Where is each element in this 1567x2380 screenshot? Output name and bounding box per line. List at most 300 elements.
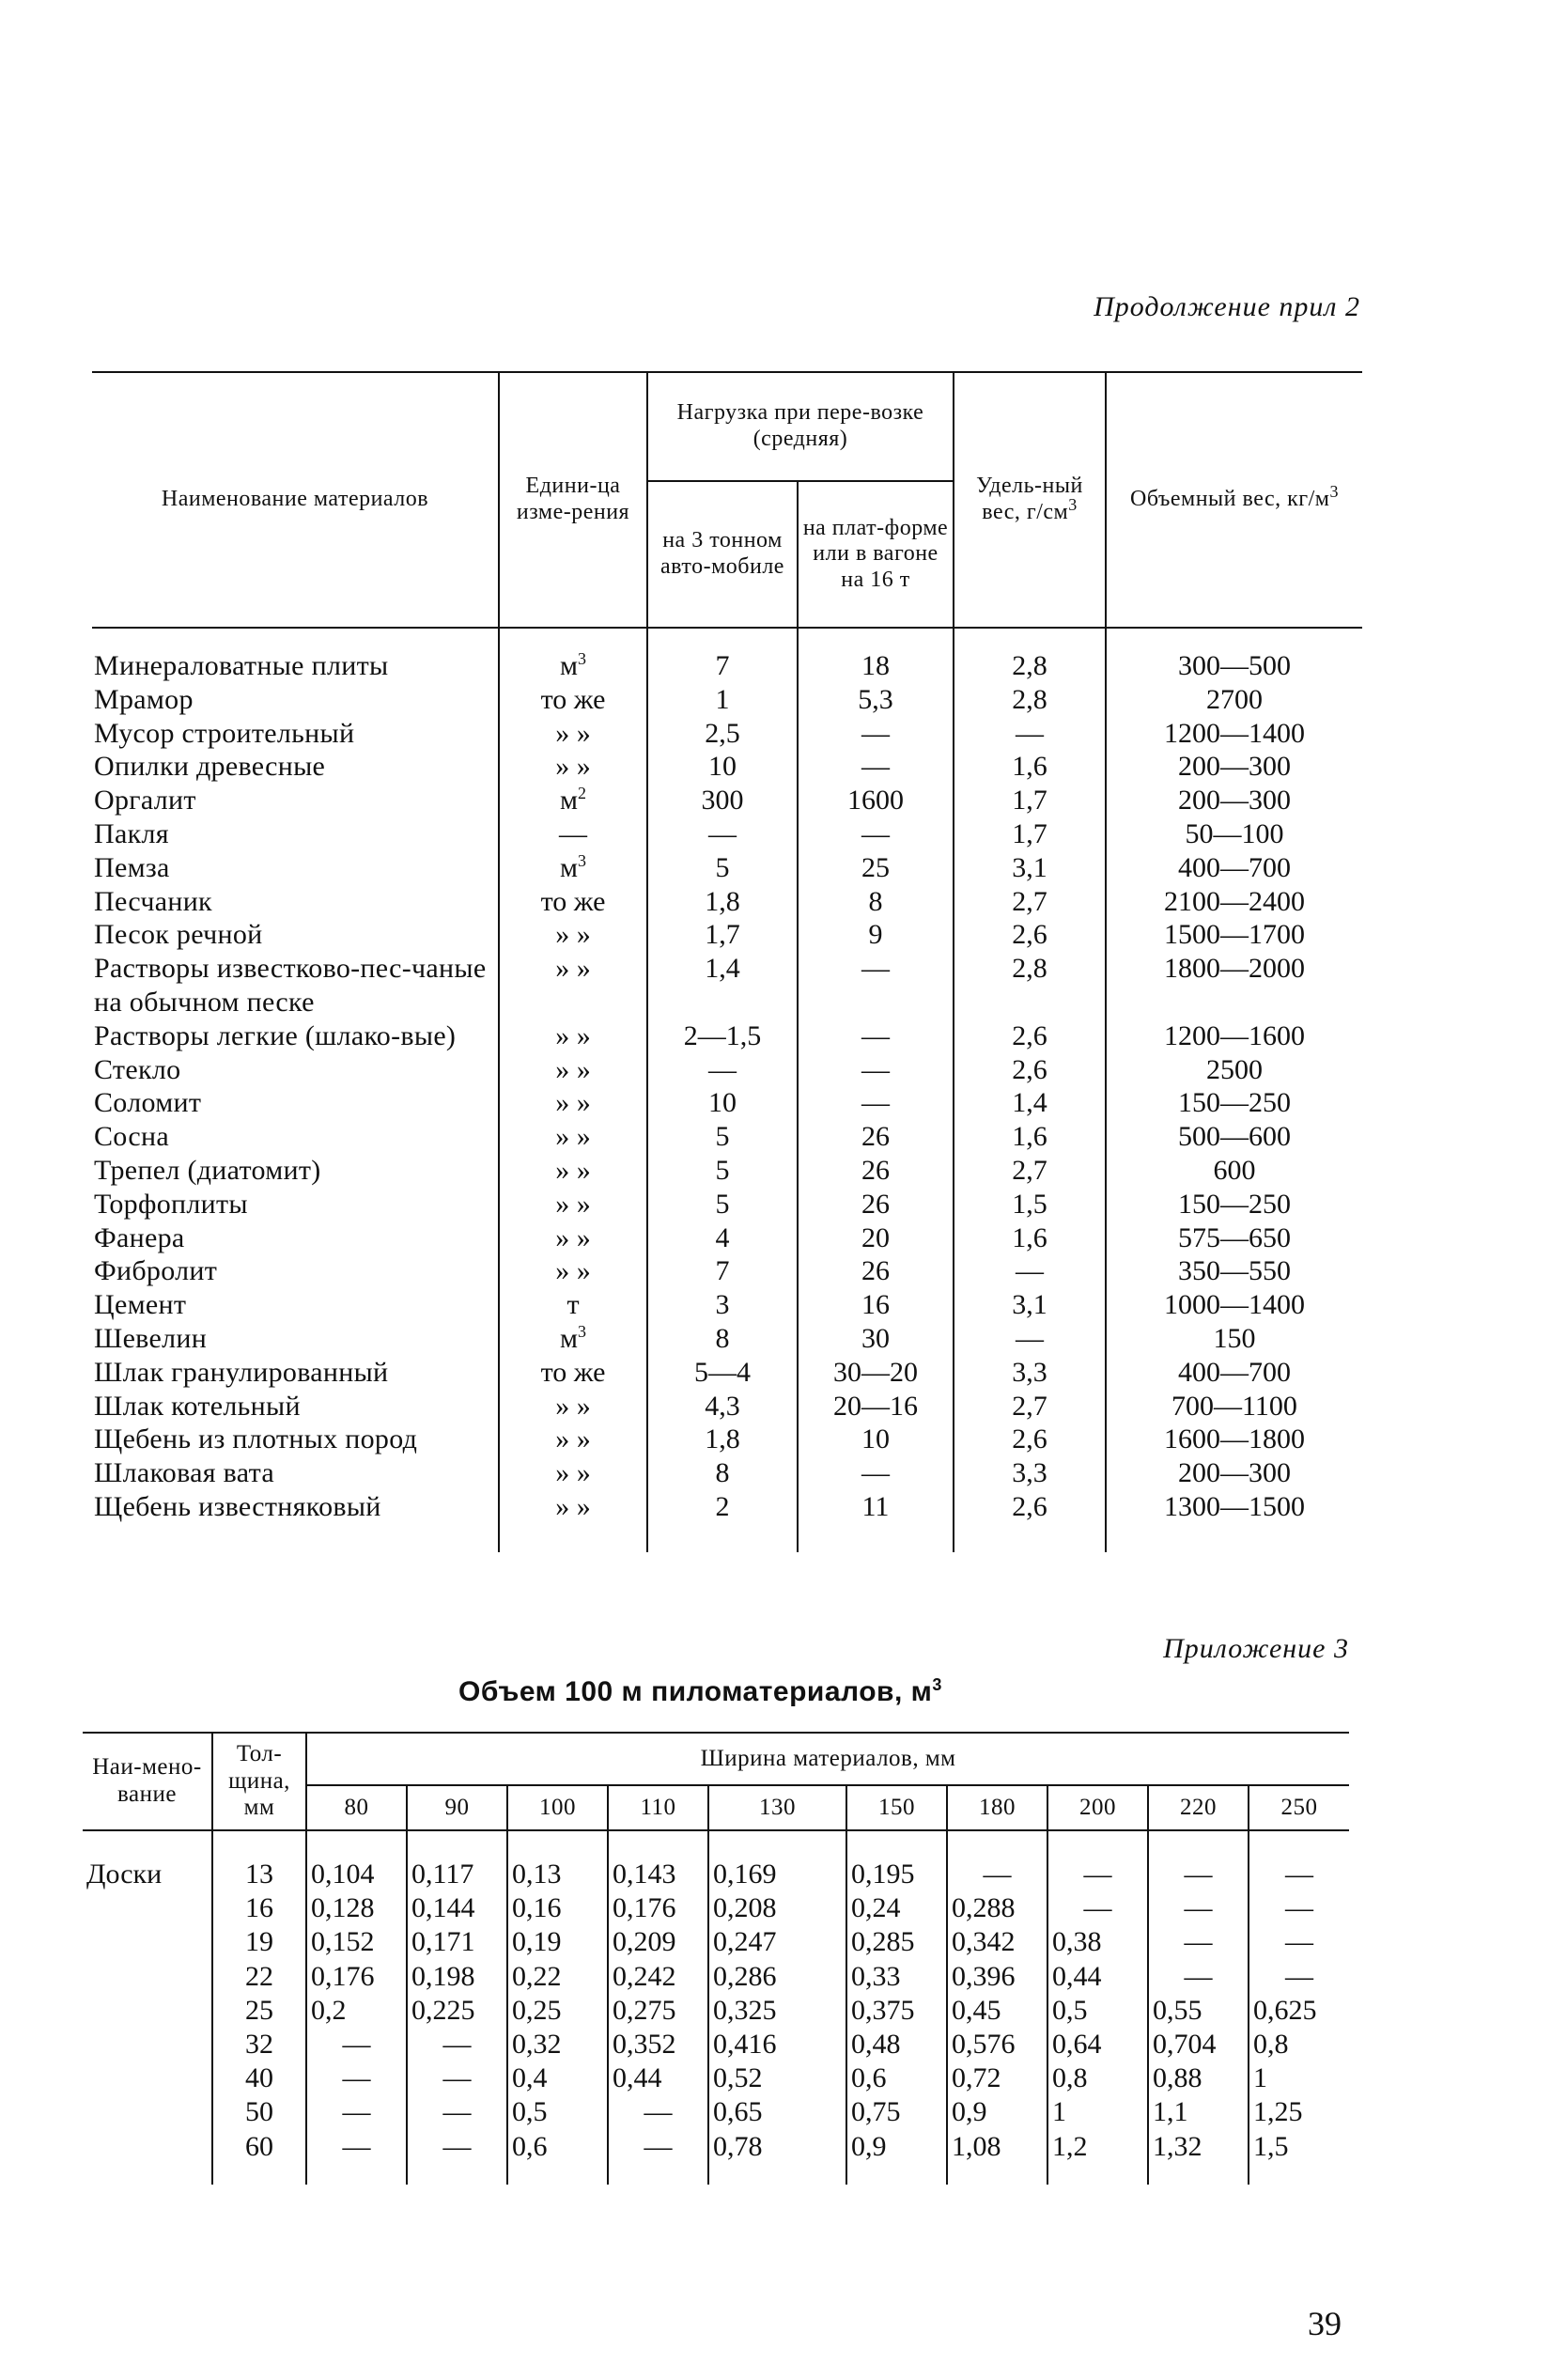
lumber-thickness: 19 <box>212 1925 306 1959</box>
lumber-volume-cell: 0,44 <box>1047 1960 1148 1994</box>
lumber-volume-cell: 0,55 <box>1148 1994 1249 2028</box>
lumber-volume-cell: — <box>306 2061 407 2095</box>
material-unit: » » <box>499 1188 647 1221</box>
lumber-volume-cell: 0,208 <box>708 1891 846 1925</box>
material-specific-weight: 2,6 <box>954 1053 1106 1087</box>
lumber-volume-cell: — <box>407 2095 507 2129</box>
header-load-platform: на плат-форме или в вагоне на 16 т <box>798 481 954 628</box>
material-unit: » » <box>499 1423 647 1456</box>
material-load-truck: 3 <box>647 1288 798 1322</box>
material-name: Песчаник <box>94 885 212 917</box>
lumber-volume-cell: 1,2 <box>1047 2130 1148 2185</box>
material-unit: » » <box>499 1154 647 1188</box>
lumber-volume-cell: 0,6 <box>507 2130 608 2185</box>
lumber-volume-cell: 0,275 <box>608 1994 708 2028</box>
lumber-volume-cell: 0,169 <box>708 1830 846 1891</box>
lumber-volume-cell: 0,117 <box>407 1830 507 1891</box>
material-volume-weight: 200—300 <box>1106 784 1362 817</box>
material-load-platform: 5,3 <box>798 683 954 717</box>
material-load-platform: 20 <box>798 1221 954 1255</box>
material-load-platform: 1600 <box>798 784 954 817</box>
material-unit: $м^3$ <box>499 851 647 885</box>
lumber-thickness: 50 <box>212 2095 306 2129</box>
header-unit: Едини-ца изме-рения <box>499 372 647 628</box>
material-load-platform: 26 <box>798 1154 954 1188</box>
material-load-platform: 26 <box>798 1254 954 1288</box>
material-load-truck: 5—4 <box>647 1356 798 1390</box>
lumber-volume-cell: — <box>947 1830 1047 1891</box>
material-row <box>92 1188 1362 1221</box>
material-load-truck: 1,8 <box>647 885 798 919</box>
header-name: Наименование материалов <box>92 372 499 628</box>
lumber-volume-cell: 0,2 <box>306 1994 407 2028</box>
material-unit: $м^2$ <box>499 784 647 817</box>
material-volume-weight: 1600—1800 <box>1106 1423 1362 1456</box>
material-load-truck: 2,5 <box>647 717 798 751</box>
material-row <box>92 1086 1362 1120</box>
header-material: Наи-мено-вание <box>83 1733 212 1830</box>
lumber-volume-title <box>458 1675 942 1708</box>
material-row <box>92 885 1362 919</box>
material-row <box>92 628 1362 683</box>
lumber-volume-cell: 0,325 <box>708 1994 846 2028</box>
material-specific-weight: 3,1 <box>954 851 1106 885</box>
material-unit: то же <box>499 1356 647 1390</box>
material-name: Стекло <box>94 1053 181 1085</box>
material-name: Сосна <box>94 1121 169 1153</box>
material-row <box>92 784 1362 817</box>
material-unit: » » <box>499 1053 647 1087</box>
material-row <box>92 1053 1362 1087</box>
lumber-volume-cell: 0,32 <box>507 2028 608 2061</box>
lumber-volume-cell: 0,342 <box>947 1925 1047 1959</box>
lumber-volume-cell: — <box>1148 1925 1249 1959</box>
lumber-row <box>83 1830 1349 1891</box>
material-row <box>92 1356 1362 1390</box>
material-load-platform: 11 <box>798 1490 954 1552</box>
lumber-volume-table <box>83 1732 1349 2185</box>
material-row <box>92 750 1362 784</box>
material-name: Трепел (диатомит) <box>94 1154 321 1186</box>
material-name: Опилки древесные <box>94 751 326 783</box>
lumber-volume-cell: 1,25 <box>1249 2095 1349 2129</box>
material-load-truck: 5 <box>647 1188 798 1221</box>
lumber-volume-cell: — <box>608 2130 708 2185</box>
lumber-volume-cell: 0,52 <box>708 2061 846 2095</box>
material-name: Щебень из плотных пород <box>94 1423 418 1455</box>
header-width-220: 220 <box>1148 1785 1249 1830</box>
lumber-volume-cell: — <box>407 2130 507 2185</box>
material-specific-weight: 2,6 <box>954 1423 1106 1456</box>
lumber-thickness: 25 <box>212 1994 306 2028</box>
header-load-truck: на 3 тонном авто-мобиле <box>647 481 798 628</box>
material-name: Цемент <box>94 1289 187 1321</box>
header-width-110: 110 <box>608 1785 708 1830</box>
material-unit: » » <box>499 1019 647 1053</box>
material-load-platform: 20—16 <box>798 1390 954 1423</box>
material-load-truck: 300 <box>647 784 798 817</box>
lumber-volume-cell: 0,128 <box>306 1891 407 1925</box>
material-volume-weight: 200—300 <box>1106 750 1362 784</box>
lumber-volume-cell: 0,9 <box>947 2095 1047 2129</box>
material-load-truck: 10 <box>647 750 798 784</box>
material-row <box>92 1423 1362 1456</box>
material-specific-weight: 3,3 <box>954 1456 1106 1490</box>
material-load-platform: — <box>798 750 954 784</box>
lumber-material <box>83 1891 212 1925</box>
lumber-volume-title-sup: 3 <box>932 1675 942 1694</box>
material-load-platform: — <box>798 1456 954 1490</box>
lumber-volume-cell: 0,247 <box>708 1925 846 1959</box>
material-row <box>92 1456 1362 1490</box>
material-name: Оргалит <box>94 785 196 817</box>
material-row <box>92 683 1362 717</box>
lumber-volume-cell: 1,1 <box>1148 2095 1249 2129</box>
material-volume-weight: 1800—2000 <box>1106 952 1362 1019</box>
material-specific-weight: 2,8 <box>954 628 1106 683</box>
lumber-volume-cell: 0,104 <box>306 1830 407 1891</box>
lumber-volume-cell: 0,171 <box>407 1925 507 1959</box>
lumber-volume-cell: 1,5 <box>1249 2130 1349 2185</box>
material-row <box>92 952 1362 1019</box>
lumber-volume-cell: 0,143 <box>608 1830 708 1891</box>
material-load-truck: 4,3 <box>647 1390 798 1423</box>
lumber-volume-cell: — <box>306 2095 407 2129</box>
material-unit: — <box>499 817 647 851</box>
lumber-volume-cell: 0,5 <box>1047 1994 1148 2028</box>
material-load-truck: 8 <box>647 1322 798 1356</box>
lumber-volume-cell: 0,375 <box>846 1994 947 2028</box>
material-volume-weight: 1000—1400 <box>1106 1288 1362 1322</box>
material-unit: » » <box>499 717 647 751</box>
lumber-volume-cell: 0,19 <box>507 1925 608 1959</box>
lumber-volume-cell: — <box>1148 1960 1249 1994</box>
material-specific-weight: 1,6 <box>954 1221 1106 1255</box>
material-volume-weight: 500—600 <box>1106 1120 1362 1154</box>
lumber-material <box>83 1925 212 1959</box>
material-row <box>92 1120 1362 1154</box>
material-name: Растворы легкие (шлако-вые) <box>94 1019 457 1051</box>
material-volume-weight: 150—250 <box>1106 1086 1362 1120</box>
lumber-volume-cell: — <box>608 2095 708 2129</box>
material-load-truck: 4 <box>647 1221 798 1255</box>
material-volume-weight: 1300—1500 <box>1106 1490 1362 1552</box>
lumber-volume-title-text: Объем 100 м пиломатериалов, м <box>458 1676 933 1707</box>
material-unit: т <box>499 1288 647 1322</box>
lumber-volume-cell: 0,75 <box>846 2095 947 2129</box>
material-load-platform: — <box>798 717 954 751</box>
material-volume-weight: 50—100 <box>1106 817 1362 851</box>
material-volume-weight: 600 <box>1106 1154 1362 1188</box>
material-unit: » » <box>499 750 647 784</box>
material-unit: » » <box>499 1456 647 1490</box>
material-load-truck: 1,8 <box>647 1423 798 1456</box>
material-load-platform: 30—20 <box>798 1356 954 1390</box>
lumber-volume-cell: 0,176 <box>306 1960 407 1994</box>
material-specific-weight: 2,6 <box>954 1490 1106 1552</box>
material-name: Песок речной <box>94 919 263 951</box>
material-row <box>92 1288 1362 1322</box>
lumber-row <box>83 1960 1349 1994</box>
material-unit: $м^3$ <box>499 1322 647 1356</box>
material-name: Фибролит <box>94 1255 218 1287</box>
lumber-volume-cell: 1 <box>1047 2095 1148 2129</box>
header-width-100: 100 <box>507 1785 608 1830</box>
lumber-volume-cell: 0,396 <box>947 1960 1047 1994</box>
material-volume-weight: 1200—1400 <box>1106 717 1362 751</box>
lumber-volume-cell: 1,08 <box>947 2130 1047 2185</box>
material-load-platform: 10 <box>798 1423 954 1456</box>
material-unit: » » <box>499 1254 647 1288</box>
header-volume-weight: Объемный вес, $кг/м^3$ <box>1106 372 1362 628</box>
material-load-truck: 8 <box>647 1456 798 1490</box>
material-unit: $м^3$ <box>499 628 647 683</box>
lumber-volume-cell: 0,625 <box>1249 1994 1349 2028</box>
material-specific-weight: 2,7 <box>954 1390 1106 1423</box>
material-name: Пемза <box>94 851 170 883</box>
material-specific-weight: 2,8 <box>954 952 1106 1019</box>
lumber-thickness: 60 <box>212 2130 306 2185</box>
material-specific-weight: 3,3 <box>954 1356 1106 1390</box>
lumber-row <box>83 1891 1349 1925</box>
lumber-volume-cell: — <box>1249 1830 1349 1891</box>
lumber-volume-cell: 0,38 <box>1047 1925 1148 1959</box>
header-width-150: 150 <box>846 1785 947 1830</box>
material-unit: » » <box>499 1086 647 1120</box>
material-name: Пакля <box>94 817 169 849</box>
material-specific-weight: 1,6 <box>954 750 1106 784</box>
lumber-volume-cell: 0,65 <box>708 2095 846 2129</box>
material-specific-weight: 1,4 <box>954 1086 1106 1120</box>
lumber-volume-cell: 0,8 <box>1249 2028 1349 2061</box>
material-row <box>92 1322 1362 1356</box>
material-load-truck: — <box>647 817 798 851</box>
material-load-platform: — <box>798 1053 954 1087</box>
material-load-platform: — <box>798 1019 954 1053</box>
lumber-volume-cell: 0,416 <box>708 2028 846 2061</box>
lumber-volume-cell: 0,4 <box>507 2061 608 2095</box>
material-load-platform: 26 <box>798 1188 954 1221</box>
lumber-volume-cell: — <box>1148 1830 1249 1891</box>
material-name: Растворы известково-пес-чаные на обычном песке <box>94 953 487 1018</box>
page-number: 39 <box>1308 2305 1342 2342</box>
lumber-volume-cell: 0,286 <box>708 1960 846 1994</box>
material-volume-weight: 2500 <box>1106 1053 1362 1087</box>
lumber-volume-cell: — <box>407 2028 507 2061</box>
lumber-volume-cell: 1,32 <box>1148 2130 1249 2185</box>
material-name: Торфоплиты <box>94 1188 248 1220</box>
material-load-truck: 5 <box>647 851 798 885</box>
material-load-truck: 5 <box>647 1154 798 1188</box>
material-volume-weight: 1200—1600 <box>1106 1019 1362 1053</box>
material-specific-weight: — <box>954 717 1106 751</box>
material-specific-weight: 1,5 <box>954 1188 1106 1221</box>
material-load-platform: — <box>798 952 954 1019</box>
lumber-row <box>83 2130 1349 2185</box>
material-name: Шлак котельный <box>94 1390 301 1422</box>
material-row <box>92 717 1362 751</box>
lumber-row <box>83 2061 1349 2095</box>
lumber-volume-cell: — <box>407 2061 507 2095</box>
lumber-thickness: 16 <box>212 1891 306 1925</box>
header-width-250: 250 <box>1249 1785 1349 1830</box>
lumber-volume-cell: 0,352 <box>608 2028 708 2061</box>
lumber-volume-cell: — <box>1249 1891 1349 1925</box>
lumber-volume-cell: 0,9 <box>846 2130 947 2185</box>
material-load-truck: 1 <box>647 683 798 717</box>
material-name: Щебень известняковый <box>94 1490 381 1522</box>
lumber-volume-cell: 0,33 <box>846 1960 947 1994</box>
material-specific-weight: 2,6 <box>954 918 1106 952</box>
lumber-volume-cell: — <box>1047 1830 1148 1891</box>
lumber-material <box>83 1960 212 1994</box>
material-unit: » » <box>499 952 647 1019</box>
lumber-volume-cell: 0,72 <box>947 2061 1047 2095</box>
header-width-130: 130 <box>708 1785 846 1830</box>
material-row <box>92 1019 1362 1053</box>
material-load-platform: 26 <box>798 1120 954 1154</box>
material-load-truck: 7 <box>647 1254 798 1288</box>
lumber-volume-cell: — <box>1249 1925 1349 1959</box>
lumber-volume-cell: — <box>306 2130 407 2185</box>
material-load-truck: — <box>647 1053 798 1087</box>
material-specific-weight: 2,6 <box>954 1019 1106 1053</box>
material-row <box>92 817 1362 851</box>
lumber-volume-cell: 1 <box>1249 2061 1349 2095</box>
material-name: Шлаковая вата <box>94 1457 274 1489</box>
lumber-volume-cell: 0,144 <box>407 1891 507 1925</box>
material-load-platform: 9 <box>798 918 954 952</box>
material-volume-weight: 350—550 <box>1106 1254 1362 1288</box>
lumber-volume-cell: 0,242 <box>608 1960 708 1994</box>
lumber-volume-cell: 0,24 <box>846 1891 947 1925</box>
material-load-truck: 1,4 <box>647 952 798 1019</box>
material-load-platform: — <box>798 1086 954 1120</box>
lumber-row <box>83 1925 1349 1959</box>
material-load-truck: 7 <box>647 628 798 683</box>
lumber-row <box>83 2028 1349 2061</box>
lumber-material <box>83 2130 212 2185</box>
lumber-volume-cell: 0,195 <box>846 1830 947 1891</box>
material-specific-weight: — <box>954 1322 1106 1356</box>
material-name: Соломит <box>94 1087 202 1119</box>
material-row <box>92 1254 1362 1288</box>
lumber-material <box>83 2095 212 2129</box>
lumber-row <box>83 2095 1349 2129</box>
lumber-volume-cell: 0,48 <box>846 2028 947 2061</box>
header-width-180: 180 <box>947 1785 1047 1830</box>
material-specific-weight: 2,8 <box>954 683 1106 717</box>
material-unit: » » <box>499 918 647 952</box>
header-thickness: Тол-щина, мм <box>212 1733 306 1830</box>
lumber-volume-cell: 0,44 <box>608 2061 708 2095</box>
material-load-truck: 2—1,5 <box>647 1019 798 1053</box>
lumber-volume-cell: 0,704 <box>1148 2028 1249 2061</box>
lumber-volume-cell: — <box>1148 1891 1249 1925</box>
material-specific-weight: 3,1 <box>954 1288 1106 1322</box>
material-unit: » » <box>499 1490 647 1552</box>
lumber-material <box>83 2028 212 2061</box>
lumber-volume-cell: 0,225 <box>407 1994 507 2028</box>
lumber-volume-cell: 0,88 <box>1148 2061 1249 2095</box>
material-volume-weight: 300—500 <box>1106 628 1362 683</box>
material-load-platform: 18 <box>798 628 954 683</box>
material-load-platform: 8 <box>798 885 954 919</box>
material-volume-weight: 700—1100 <box>1106 1390 1362 1423</box>
material-load-truck: 2 <box>647 1490 798 1552</box>
material-name: Шевелин <box>94 1322 208 1354</box>
material-specific-weight: — <box>954 1254 1106 1288</box>
header-width-80: 80 <box>306 1785 407 1830</box>
lumber-volume-cell: 0,45 <box>947 1994 1047 2028</box>
lumber-material <box>83 1994 212 2028</box>
material-specific-weight: 1,7 <box>954 817 1106 851</box>
lumber-volume-cell: 0,285 <box>846 1925 947 1959</box>
lumber-thickness: 32 <box>212 2028 306 2061</box>
material-specific-weight: 2,7 <box>954 885 1106 919</box>
lumber-material <box>83 2061 212 2095</box>
material-specific-weight: 1,6 <box>954 1120 1106 1154</box>
material-unit: то же <box>499 683 647 717</box>
lumber-thickness: 13 <box>212 1830 306 1891</box>
material-name: Мрамор <box>94 683 194 715</box>
material-volume-weight: 200—300 <box>1106 1456 1362 1490</box>
lumber-volume-cell: 0,209 <box>608 1925 708 1959</box>
material-volume-weight: 150 <box>1106 1322 1362 1356</box>
material-unit: » » <box>499 1390 647 1423</box>
material-name: Минераловатные плиты <box>94 650 389 681</box>
material-load-truck: 1,7 <box>647 918 798 952</box>
material-volume-weight: 150—250 <box>1106 1188 1362 1221</box>
material-volume-weight: 2700 <box>1106 683 1362 717</box>
header-load-group: Нагрузка при пере-возке (средняя) <box>647 372 954 481</box>
material-row <box>92 1154 1362 1188</box>
material-row <box>92 1490 1362 1552</box>
header-width-90: 90 <box>407 1785 507 1830</box>
lumber-volume-cell: 0,176 <box>608 1891 708 1925</box>
material-volume-weight: 400—700 <box>1106 1356 1362 1390</box>
material-load-platform: 16 <box>798 1288 954 1322</box>
lumber-row <box>83 1994 1349 2028</box>
lumber-volume-cell: — <box>1047 1891 1148 1925</box>
material-load-truck: 10 <box>647 1086 798 1120</box>
material-name: Фанера <box>94 1221 185 1253</box>
material-volume-weight: 575—650 <box>1106 1221 1362 1255</box>
material-volume-weight: 2100—2400 <box>1106 885 1362 919</box>
lumber-volume-cell: 0,576 <box>947 2028 1047 2061</box>
materials-table <box>92 371 1362 1552</box>
lumber-material: Доски <box>86 1859 163 1890</box>
header-width-group: Ширина материалов, мм <box>306 1733 1349 1785</box>
material-row <box>92 1221 1362 1255</box>
lumber-volume-cell: 0,8 <box>1047 2061 1148 2095</box>
material-specific-weight: 2,7 <box>954 1154 1106 1188</box>
material-volume-weight: 400—700 <box>1106 851 1362 885</box>
material-unit: » » <box>499 1120 647 1154</box>
lumber-volume-cell: 0,22 <box>507 1960 608 1994</box>
material-name: Мусор строительный <box>94 717 355 749</box>
lumber-volume-cell: — <box>306 2028 407 2061</box>
material-specific-weight: 1,7 <box>954 784 1106 817</box>
lumber-volume-cell: 0,5 <box>507 2095 608 2129</box>
material-unit: » » <box>499 1221 647 1255</box>
material-row <box>92 851 1362 885</box>
material-unit: то же <box>499 885 647 919</box>
material-volume-weight: 1500—1700 <box>1106 918 1362 952</box>
lumber-thickness: 40 <box>212 2061 306 2095</box>
continuation-caption: Продолжение прил 2 <box>1094 291 1360 322</box>
lumber-volume-cell: 0,198 <box>407 1960 507 1994</box>
